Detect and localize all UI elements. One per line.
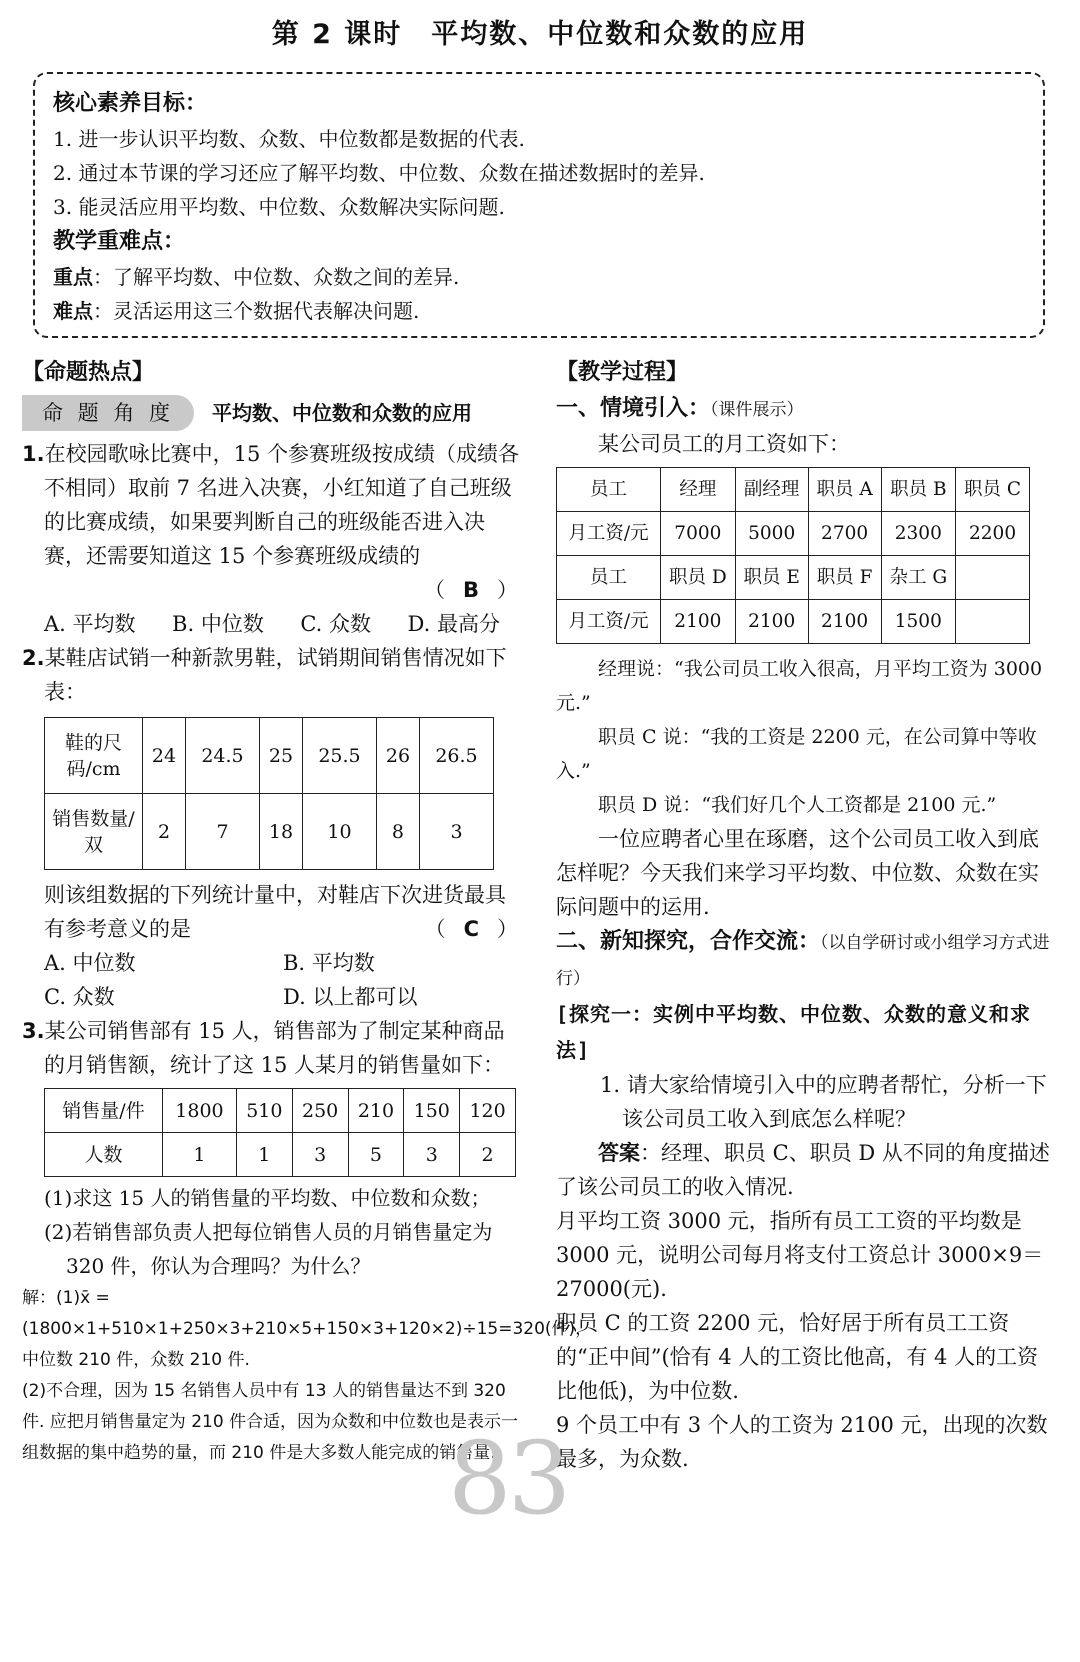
table-row — [45, 794, 494, 870]
table-cell: 职员 C — [956, 468, 1030, 512]
table-cell: 鞋的尺码/cm — [45, 718, 143, 794]
quote-staff-d: 职员 D 说：“我们好几个人工资都是 2100 元.” — [598, 794, 997, 816]
table-cell: 150 — [404, 1089, 460, 1133]
table-row — [557, 468, 1030, 512]
table-cell: 员工 — [557, 468, 661, 512]
goals-heading: 核心素养目标： — [53, 91, 208, 116]
paren-close: ） — [497, 578, 518, 602]
question-text: 在校园歌咏比赛中，15 个参赛班级按成绩（成绩各不相同）取前 7 名进入决赛，小红知道了自己班级的比赛成绩，如果要判断自己的班级能否进入决赛，还需要知道这 15 个参赛班级成绩的 — [44, 442, 519, 568]
table-cell: 1800 — [163, 1089, 237, 1133]
goal-item: 1. 进一步认识平均数、众数、中位数都是数据的代表. — [53, 127, 525, 151]
table-cell: 2200 — [956, 512, 1030, 556]
table-row — [557, 512, 1030, 556]
paren-open: （ — [424, 917, 446, 941]
solution-line: (2)不合理，因为 15 名销售人员中有 13 人的销售量达不到 320 件. 应把月销售量定为 210 件合适，因为众数和中位数也是表示一组数据的集中趋势的量，而 210 件是大多数人能完成的销售量. — [22, 1381, 519, 1463]
intro-paragraph: 一位应聘者心里在琢磨，这个公司员工收入到底怎样呢？今天我们来学习平均数、中位数、众数在实际问题中的运用. — [556, 827, 1039, 919]
table-cell: 24 — [143, 718, 186, 794]
median-explanation: 职员 C 的工资 2200 元，恰好居于所有员工工资的“正中间”(恰有 4 人的工资比他高，有 4 人的工资比他低)，为中位数. — [556, 1311, 1039, 1403]
table-cell: 月工资/元 — [557, 600, 661, 644]
table-cell: 2100 — [808, 600, 881, 644]
key-point — [53, 260, 1025, 294]
mean-explanation: 月平均工资 3000 元，指所有员工工资的平均数是 3000 元，说明公司每月将支付工资总计 3000×9＝27000(元). — [556, 1209, 1044, 1301]
question-number: 1. — [22, 442, 45, 466]
intro-text: 某公司员工的月工资如下： — [598, 432, 850, 456]
table-cell: 2 — [460, 1133, 516, 1177]
question-number: 2. — [22, 646, 45, 670]
table-cell: 1500 — [881, 600, 956, 644]
table-cell: 7000 — [661, 512, 736, 556]
table-cell: 7 — [186, 794, 260, 870]
paren-close: ） — [497, 917, 518, 941]
answer-value: C — [463, 917, 479, 941]
table-cell: 职员 E — [735, 556, 808, 600]
right-column — [556, 355, 1058, 1476]
table-cell: 销售量/件 — [45, 1089, 163, 1133]
option: C. 众数 — [44, 985, 115, 1009]
table-row — [45, 1089, 516, 1133]
table-cell: 员工 — [557, 556, 661, 600]
topic-angle-text: 平均数、中位数和众数的应用 — [212, 401, 473, 425]
question-number: 3. — [22, 1019, 45, 1043]
table-cell: 26 — [376, 718, 419, 794]
table-cell: 3 — [419, 794, 493, 870]
table-cell: 经理 — [661, 468, 736, 512]
sub-question-1: (1)求这 15 人的销售量的平均数、中位数和众数； — [44, 1186, 491, 1210]
question-3 — [22, 1014, 522, 1082]
option: A. 平均数 — [44, 612, 136, 636]
table-cell: 5000 — [735, 512, 808, 556]
option: D. 最高分 — [407, 612, 500, 636]
table-cell: 3 — [292, 1133, 348, 1177]
key-label: 重点 — [53, 265, 93, 289]
table-cell: 职员 A — [808, 468, 881, 512]
salary-table — [556, 467, 1030, 644]
table-cell: 杂工 G — [881, 556, 956, 600]
table-cell: 25.5 — [303, 718, 377, 794]
question-1 — [22, 437, 522, 573]
section-heading-hotspots: 【命题热点】 — [22, 360, 155, 385]
quote-manager: 经理说：“我公司员工收入很高，月平均工资为 3000 元.” — [556, 658, 1043, 714]
table-cell: 副经理 — [735, 468, 808, 512]
table-row — [557, 600, 1030, 644]
table-row — [557, 556, 1030, 600]
quote-staff-c: 职员 C 说：“我的工资是 2200 元，在公司算中等收入.” — [556, 726, 1037, 782]
left-column — [22, 355, 593, 1469]
table-cell: 3 — [404, 1133, 460, 1177]
explore-one-heading: [探究一：实例中平均数、中位数、众数的意义和求法] — [556, 1002, 1032, 1062]
table-cell: 120 — [460, 1089, 516, 1133]
table-cell: 8 — [376, 794, 419, 870]
table-cell: 职员 D — [661, 556, 736, 600]
explore-note: （以自学研讨或小组学习方式进行） — [556, 933, 1050, 989]
table-cell: 月工资/元 — [557, 512, 661, 556]
explore-question: 1. 请大家给情境引入中的应聘者帮忙，分析一下该公司员工收入到底怎么样呢？ — [600, 1073, 1047, 1131]
table-cell: 2300 — [881, 512, 956, 556]
intro-note: （课件展示） — [710, 400, 804, 420]
option: C. 众数 — [300, 612, 372, 636]
hard-label: 难点 — [53, 299, 93, 323]
goal-item: 2. 通过本节课的学习还应了解平均数、中位数、众数在描述数据时的差异. — [53, 161, 705, 185]
section-heading-teaching: 【教学过程】 — [556, 360, 689, 385]
topic-angle-tag: 命 题 角 度 — [22, 395, 194, 431]
explore-head: 二、新知探究，合作交流： — [556, 929, 821, 954]
option: D. 以上都可以 — [283, 985, 418, 1009]
question-text: 某公司销售部有 15 人，销售部为了制定某种商品的月销售额，统计了这 15 人某月的销售量如下： — [44, 1019, 505, 1077]
table-cell: 2700 — [808, 512, 881, 556]
table-cell: 2100 — [735, 600, 808, 644]
key-text: ：了解平均数、中位数、众数之间的差异. — [93, 265, 460, 289]
goals-box — [33, 72, 1045, 338]
hard-point — [53, 294, 1025, 328]
table-row — [45, 718, 494, 794]
paren-open: （ — [423, 578, 445, 602]
solution-line: 解：(1)x̄ = (1800×1+510×1+250×3+210×5+150×3+120×2)÷15=320(件)， — [22, 1288, 593, 1339]
table-cell: 250 — [292, 1089, 348, 1133]
goal-item: 3. 能灵活应用平均数、中位数、众数解决实际问题. — [53, 195, 505, 219]
table-cell: 510 — [236, 1089, 292, 1133]
page-title: 第 2 课时 平均数、中位数和众数的应用 — [271, 19, 809, 50]
options — [22, 946, 522, 1014]
options — [22, 607, 522, 641]
answer-value: B — [462, 578, 479, 602]
option: A. 中位数 — [44, 951, 136, 975]
answer-text: ：经理、职员 C、职员 D 从不同的角度描述了该公司员工的收入情况. — [556, 1141, 1050, 1199]
answer-paragraph — [556, 1136, 1058, 1204]
explore-heading — [556, 924, 1058, 996]
table-cell — [956, 556, 1030, 600]
question-2 — [22, 641, 522, 709]
table-cell: 销售数量/双 — [45, 794, 143, 870]
table-cell: 2100 — [661, 600, 736, 644]
shoe-size-table — [44, 717, 494, 870]
table-cell: 职员 F — [808, 556, 881, 600]
answer-label: 答案 — [598, 1141, 640, 1165]
page-number: 83 — [448, 1420, 568, 1537]
table-cell: 18 — [259, 794, 302, 870]
table-cell: 1 — [236, 1133, 292, 1177]
table-cell: 1 — [163, 1133, 237, 1177]
table-cell: 10 — [303, 794, 377, 870]
question-2-followup: 则该组数据的下列统计量中，对鞋店下次进货最具有参考意义的是 — [44, 883, 506, 941]
difficulty-heading: 教学重难点： — [53, 229, 186, 254]
intro-heading — [556, 391, 1058, 427]
sales-table — [44, 1088, 516, 1177]
topic-angle-row — [22, 395, 522, 431]
solution-line: 中位数 210 件，众数 210 件. — [22, 1350, 250, 1370]
sub-question-2: (2)若销售部负责人把每位销售人员的月销售量定为 320 件，你认为合理吗？为什么？ — [44, 1220, 493, 1278]
question-text: 某鞋店试销一种新款男鞋，试销期间销售情况如下表： — [44, 646, 507, 704]
table-cell: 210 — [348, 1089, 404, 1133]
table-cell — [956, 600, 1030, 644]
table-cell: 人数 — [45, 1133, 163, 1177]
option: B. 中位数 — [172, 612, 264, 636]
intro-head: 一、情境引入： — [556, 396, 711, 421]
table-cell: 26.5 — [419, 718, 493, 794]
table-row — [45, 1133, 516, 1177]
hard-text: ：灵活运用这三个数据代表解决问题. — [93, 299, 420, 323]
option: B. 平均数 — [283, 951, 375, 975]
table-cell: 24.5 — [186, 718, 260, 794]
table-cell: 2 — [143, 794, 186, 870]
answer-slot — [22, 573, 522, 607]
mode-explanation: 9 个员工中有 3 个人的工资为 2100 元，出现的次数最多，为众数. — [556, 1413, 1048, 1471]
table-cell: 5 — [348, 1133, 404, 1177]
table-cell: 25 — [259, 718, 302, 794]
table-cell: 职员 B — [881, 468, 956, 512]
